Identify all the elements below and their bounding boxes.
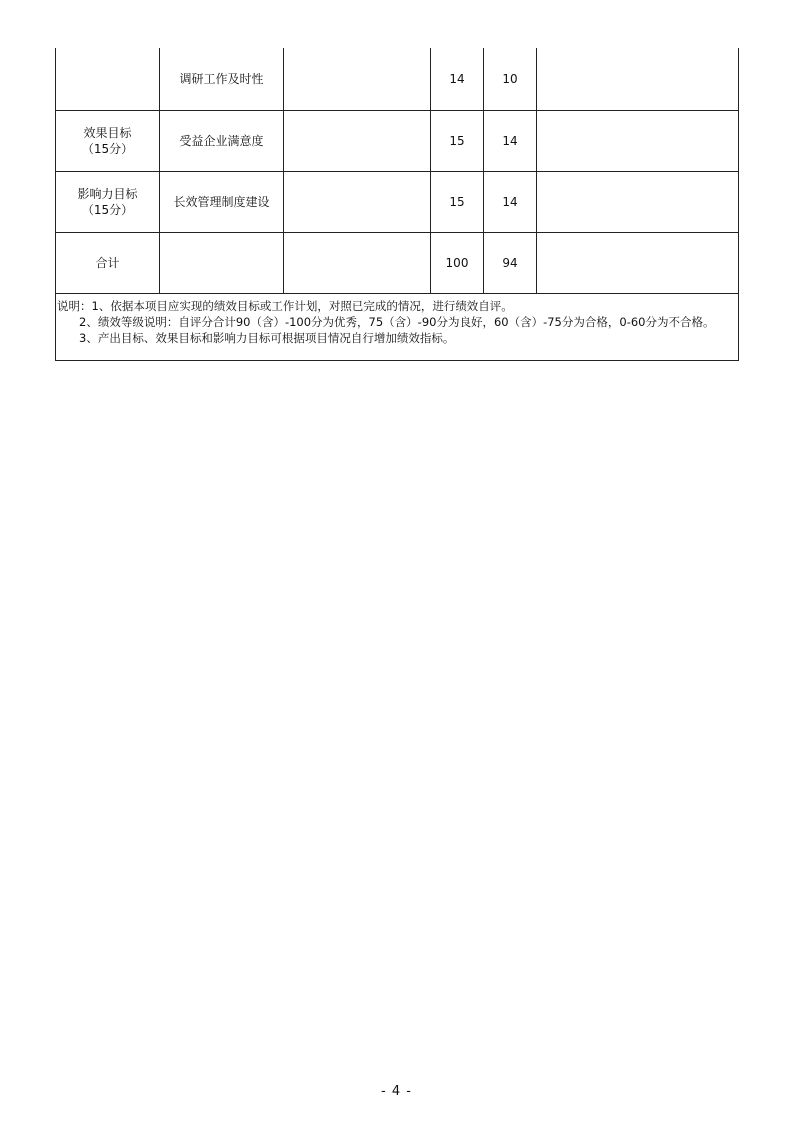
category-cell bbox=[56, 172, 160, 233]
total-label-cell: 合计 bbox=[56, 233, 160, 294]
score-cell: 15 bbox=[431, 172, 484, 233]
remark-cell bbox=[537, 48, 739, 111]
remark-cell bbox=[537, 233, 739, 294]
total-score-cell: 100 bbox=[431, 233, 484, 294]
category-cell bbox=[56, 48, 160, 111]
score-cell: 15 bbox=[431, 111, 484, 172]
self-score-cell: 14 bbox=[484, 111, 537, 172]
self-score-cell: 10 bbox=[484, 48, 537, 111]
note-line-1: 说明：1、依据本项目应实现的绩效目标或工作计划，对照已完成的情况，进行绩效自评。 bbox=[57, 299, 513, 313]
table-row bbox=[56, 172, 739, 233]
performance-table bbox=[55, 48, 739, 361]
page-number: - 4 - bbox=[381, 1084, 412, 1099]
remark-cell bbox=[537, 172, 739, 233]
total-self-score-cell: 94 bbox=[484, 233, 537, 294]
table-row bbox=[56, 48, 739, 111]
content-cell bbox=[284, 48, 431, 111]
self-score-cell: 14 bbox=[484, 172, 537, 233]
indicator-cell bbox=[160, 233, 284, 294]
table-row-total bbox=[56, 233, 739, 294]
category-cell bbox=[56, 111, 160, 172]
note-line-2: 2、绩效等级说明：自评分合计90（含）-100分为优秀，75（含）-90分为良好，60（含）-75分为合格，0-60分为不合格。 bbox=[79, 315, 715, 329]
category-points: （15分） bbox=[81, 203, 134, 217]
table-row bbox=[56, 111, 739, 172]
indicator-cell: 调研工作及时性 bbox=[160, 48, 284, 111]
content-cell bbox=[284, 111, 431, 172]
content-cell bbox=[284, 233, 431, 294]
score-cell: 14 bbox=[431, 48, 484, 111]
category-name: 效果目标 bbox=[83, 126, 132, 140]
category-name: 影响力目标 bbox=[77, 187, 138, 201]
indicator-cell: 长效管理制度建设 bbox=[160, 172, 284, 233]
notes-cell bbox=[56, 294, 739, 361]
notes-row bbox=[56, 294, 739, 361]
content-cell bbox=[284, 172, 431, 233]
remark-cell bbox=[537, 111, 739, 172]
indicator-cell: 受益企业满意度 bbox=[160, 111, 284, 172]
note-line-3: 3、产出目标、效果目标和影响力目标可根据项目情况自行增加绩效指标。 bbox=[79, 331, 455, 345]
category-points: （15分） bbox=[81, 142, 134, 156]
